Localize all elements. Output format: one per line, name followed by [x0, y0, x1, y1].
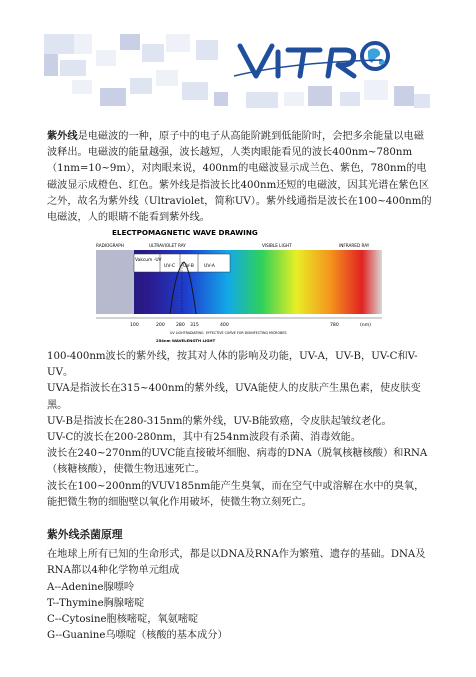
base-item: T--Thymine胸腺嘧啶 [47, 597, 145, 609]
diagram-title: ELECTPOMAGNETIC WAVE DRAWING [112, 228, 258, 237]
intro-body: 是电磁波的一种，原子中的电子从高能阶跳到低能阶时，会把多余能量以电磁波释出。电磁波的能量越强，波长越短，人类肉眼能看见的波长400nm~780nm（1nm=10~9m），对肉眼来说，400nm的电磁波显示成兰色、紫色，780nm的电磁波显示成橙色、红色。紫外线是指波长比400nm还短的电磁波，因其光谱在紫色区之外，故名为紫外线（Ultraviolet，简称UV）。紫外线通指是波长在100~400nm的电磁波，人的眼睛不能看到紫外线。 [47, 131, 432, 224]
tick-315: 315 [190, 323, 199, 328]
tick-780: 780 [330, 323, 339, 328]
term-uv: 紫外线 [47, 130, 78, 142]
curve-label-2: EFFECTIVE CURVE FOR DISINFECTING MICROBES [206, 331, 287, 335]
body-line: 100-400nm波长的紫外线，按其对人体的影响及功能，UV-A，UV-B，UV-C和V-UV。 [47, 351, 418, 379]
body-line: 波长在240~270nm的UVC能直接破坏细胞、病毒的DNA（脱氧核糖核酸）和RNA（核糖核酸），使微生物迅速死亡。 [47, 448, 428, 476]
body-line: 波长在100~200nm的VUV185nm能产生臭氧，而在空气中或溶解在水中的臭氧，能把微生物的细胞壁以氧化作用破坏，使微生物立刻死亡。 [47, 480, 425, 508]
tick-200: 200 [156, 323, 165, 328]
wavelength-label: 254nm WAVELENGTH LIGHT [156, 338, 216, 343]
region-ultraviolet: ULTRAVIOLET RAY [149, 243, 186, 248]
band-uvb: UV-B [183, 264, 194, 269]
vitro-logo [232, 36, 402, 84]
region-visible: VISIBLE LIGHT [262, 243, 292, 248]
region-infrared: INFRARED RAY [339, 243, 370, 248]
section-sterilization [47, 527, 432, 644]
band-uva: UV-A [204, 264, 215, 269]
band-vuv: Vakcum -UV [135, 258, 162, 263]
tick-100: 100 [130, 323, 139, 328]
section-heading: 紫外线杀菌原理 [47, 528, 123, 541]
tick-unit: (nm) [360, 323, 371, 328]
base-item: A--Adenine腺嘌呤 [47, 581, 135, 593]
body-line: UV-B是指波长在280-315nm的紫外线，UV-B能致癌，令皮肤起皱纹老化。 [47, 415, 392, 427]
section-intro: 在地球上所有已知的生命形式，都是以DNA及RNA作为繁殖、遗存的基础。DNA及RNA都以4种化学物单元组成 [47, 549, 426, 577]
tick-400: 400 [220, 323, 229, 328]
body-section [47, 349, 432, 511]
base-item: C--Cytosine胞核嘧啶，氧氨嘧啶 [47, 614, 199, 626]
band-uvc: UV-C [164, 264, 176, 269]
intro-paragraph [47, 128, 432, 226]
spectrum-diagram [94, 228, 384, 346]
curve-label-1: UV LIGHTRADIATING [170, 331, 204, 335]
body-line: UV-C的波长在200-280nm，其中有254nm波段有杀菌、消毒效能。 [47, 432, 362, 444]
region-radiograph: RADIOGRAPH [96, 243, 124, 248]
body-line: UVA是指波长在315~400nm的紫外线，UVA能使人的皮肤产生黑色素，使皮肤变黑。 [47, 383, 421, 411]
base-item: G--Guanine乌嘌啶（核酸的基本成分） [47, 630, 228, 642]
tick-280: 280 [176, 323, 185, 328]
